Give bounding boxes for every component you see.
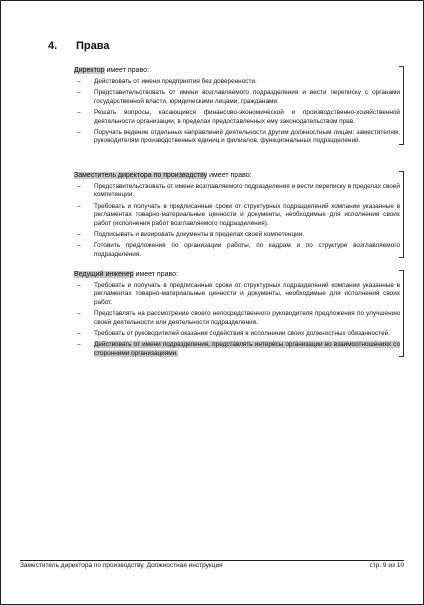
bullet-dash: – — [77, 78, 81, 85]
footer-page-number: стр. 9 из 10 — [369, 562, 404, 569]
role-name: Ведущий инженер — [74, 271, 134, 278]
list-item: – Действовать от имени предприятия без доверенности. — [77, 78, 257, 85]
bullet-dash: – — [77, 183, 81, 190]
list-item: – Подписывать и визировать документы в пределах своей компетенции. — [77, 231, 305, 239]
section-title: Права — [76, 40, 110, 52]
list-item: – Требовать от руководителей оказания содействия в исполнении своих должностных обязанностей. — [77, 330, 390, 338]
section-heading — [48, 40, 109, 52]
section-number: 4. — [48, 40, 58, 52]
section-intro: Ведущий инженер имеет право: — [74, 271, 178, 278]
list-item: – Решать вопросы, касающиеся финансово-экономической и производственно-хозяйственной деятельности организации, в пределах предоставленных ему законодательством прав. — [77, 109, 400, 125]
list-item: – Поручать ведение отдельных направлений деятельности другим должностным лицам: заместителям, руководителям производственных единиц и филиалов, функциональных подразделений. — [77, 129, 400, 145]
rights-section-director — [74, 66, 400, 149]
list-item: – Представительствовать от имени возглавляемого подразделения и вести переписку в пределах своей компетенции. — [77, 183, 400, 199]
role-name: Директор — [74, 67, 105, 74]
page-footer — [20, 560, 404, 569]
section-intro: Директор имеет право: — [74, 67, 149, 74]
rights-section-deputy-director — [74, 171, 400, 262]
bullet-dash: – — [77, 330, 81, 338]
section-intro: Заместитель директора по производству имеет право: — [74, 172, 252, 179]
bullet-dash: – — [77, 242, 81, 250]
bullet-dash: – — [77, 129, 81, 137]
bullet-dash: – — [77, 282, 81, 289]
list-item: – Требовать и получать в предписанные сроки от структурных подразделений компании указанные в регламентах товарно-материальные ценности и документы, необходимые для исполнения своих работ. — [77, 282, 400, 306]
role-name: Заместитель директора по производству — [74, 172, 208, 179]
bullet-dash: – — [77, 231, 81, 239]
bullet-dash: – — [77, 89, 81, 97]
list-item: – Представительствовать от имени возглавляемого подразделения и вести переписку с органами государственной власти, юридическими лицами, гражданами. — [77, 89, 400, 105]
bullet-dash: – — [77, 109, 81, 117]
rights-section-lead-engineer — [74, 270, 400, 361]
list-item: – Представлять на рассмотрение своего непосредственного руководителя предложения по улучшению своей деятельности или деятельности подразделения. — [77, 310, 400, 326]
bullet-dash: – — [77, 341, 81, 349]
list-item-highlighted: – Действовать от имени подразделения, представлять интересы организации во взаимоотношениях со сторонними организациями. — [77, 341, 400, 357]
list-item: – Требовать и получать в предписанные сроки от структурных подразделений компании указанные в регламентах товарно-материальные ценности и документы, необходимые для исполнения своих работ (исполнения работ возглавляемого подразделения). — [77, 202, 400, 227]
bullet-dash: – — [77, 310, 81, 318]
footer-document-title: Заместитель директора по производству. Должностная инструкция — [20, 562, 223, 569]
bullet-dash: – — [77, 202, 81, 210]
list-item: – Готовить предложения по организации работы, по кадрам и по структуре возглавляемого подразделения. — [77, 242, 400, 258]
